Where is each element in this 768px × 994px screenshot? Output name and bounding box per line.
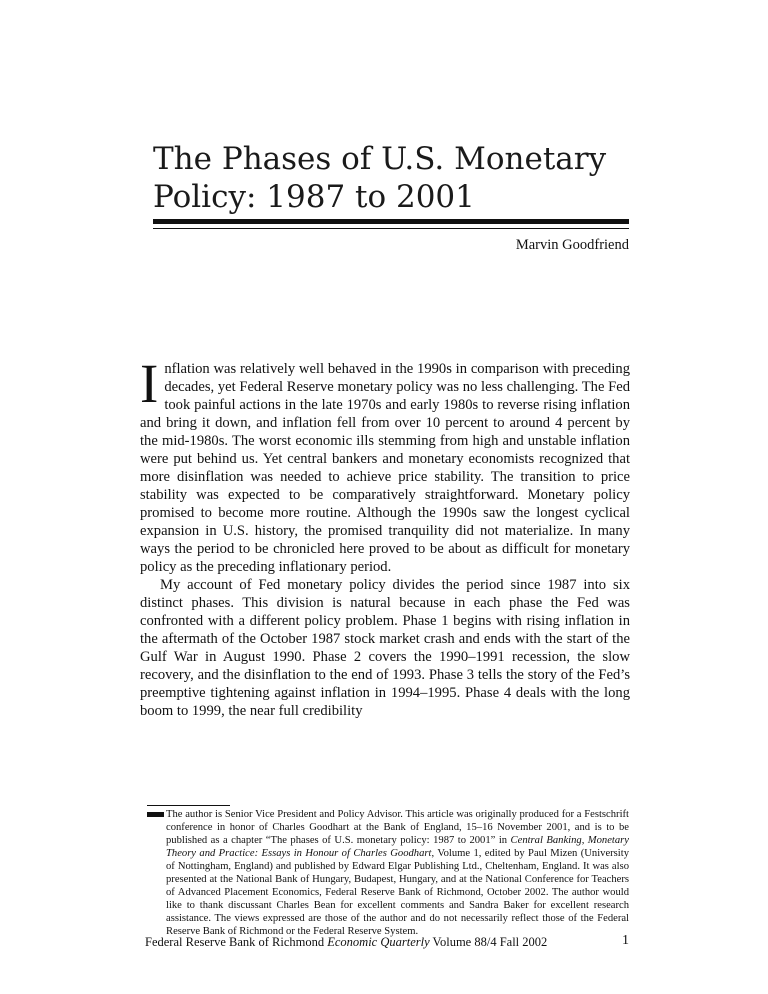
paragraph-1 [140, 353, 630, 576]
footer-journal: Economic Quarterly [327, 935, 430, 949]
page-footer [145, 935, 629, 950]
title-line-1: The Phases of U.S. Monetary [153, 141, 607, 177]
drop-cap: I [140, 353, 159, 414]
footnote-text-1: The author is Senior Vice President and Policy Advisor. This article was originally produced for a Festschrift conference in honor of Charles Goodhart at the Bank of England, 15–16 November 2001, and is to be published as a chapter “The phases of U.S. monetary policy: 1987 to 2001” in [166, 809, 629, 846]
footnote-book-title: Central Banking, Monetary Theory and Practice: Essays in Honour of Charles Goodhart [166, 835, 629, 859]
author-name: Marvin Goodfriend [515, 237, 629, 253]
footnote [166, 808, 629, 938]
article-title [153, 140, 633, 216]
footer-suffix: Volume 88/4 Fall 2002 [429, 935, 548, 949]
title-line-2: Policy: 1987 to 2001 [153, 179, 475, 215]
paragraph-2: My account of Fed monetary policy divides the period since 1987 into six distinct phases. This division is natural because in each phase the Fed was confronted with a different policy problem. Phase 1 begins with rising inflation in the aftermath of the October 1987 stock market crash and ends with the start of the Gulf War in August 1990. Phase 2 covers the 1990–1991 recession, the slow recovery, and the disinflation to the end of 1993. Phase 3 tells the story of the Fed’s preemptive tightening against inflation in 1994–1995. Phase 4 deals with the long boom to 1999, the near full credibility [140, 577, 630, 719]
footnote-text-2: , Volume 1, edited by Paul Mizen (University of Nottingham, England) and published by Edward Elgar Publishing Ltd., Cheltenham, England. It was also presented at the National Bank of Hungary, Budapest, Hungary, and at the National Conference for Teachers of Advanced Placement Economics, Federal Reserve Bank of Richmond, October 2002. The author would like to thank discussant Charles Bean for excellent comments and Sandra Baker for excellent research assistance. The views expressed are those of the author and do not necessarily reflect those of the Federal Reserve Bank of Richmond or the Federal Reserve System. [166, 848, 629, 937]
article-body [140, 353, 630, 720]
title-rule-thick [153, 219, 629, 224]
title-rule-thin [153, 228, 629, 229]
paragraph-1-text: nflation was relatively well behaved in the 1990s in comparison with preceding decades, yet Federal Reserve monetary policy was no less challenging. The Fed took painful actions in the late 1970s and early 1980s to reverse rising inflation and bring it down, and inflation fell from over 10 percent to around 4 percent by the mid-1980s. The worst economic ills stemming from high and unstable inflation were put behind us. Yet central bankers and monetary economists recognized that more disinflation was needed to achieve price stability. The transition to price stability was expected to be comparatively straightforward. Monetary policy promised to become more routine. Although the 1990s saw the longest cyclical expansion in U.S. history, the promised tranquility did not materialize. In many ways the period to be chronicled here proved to be about as difficult for monetary policy as the preceding inflationary period. [140, 361, 630, 575]
page-number: 1 [622, 933, 629, 948]
footnote-marker [147, 812, 164, 817]
footer-prefix: Federal Reserve Bank of Richmond [145, 935, 328, 949]
footnote-rule [147, 805, 230, 806]
